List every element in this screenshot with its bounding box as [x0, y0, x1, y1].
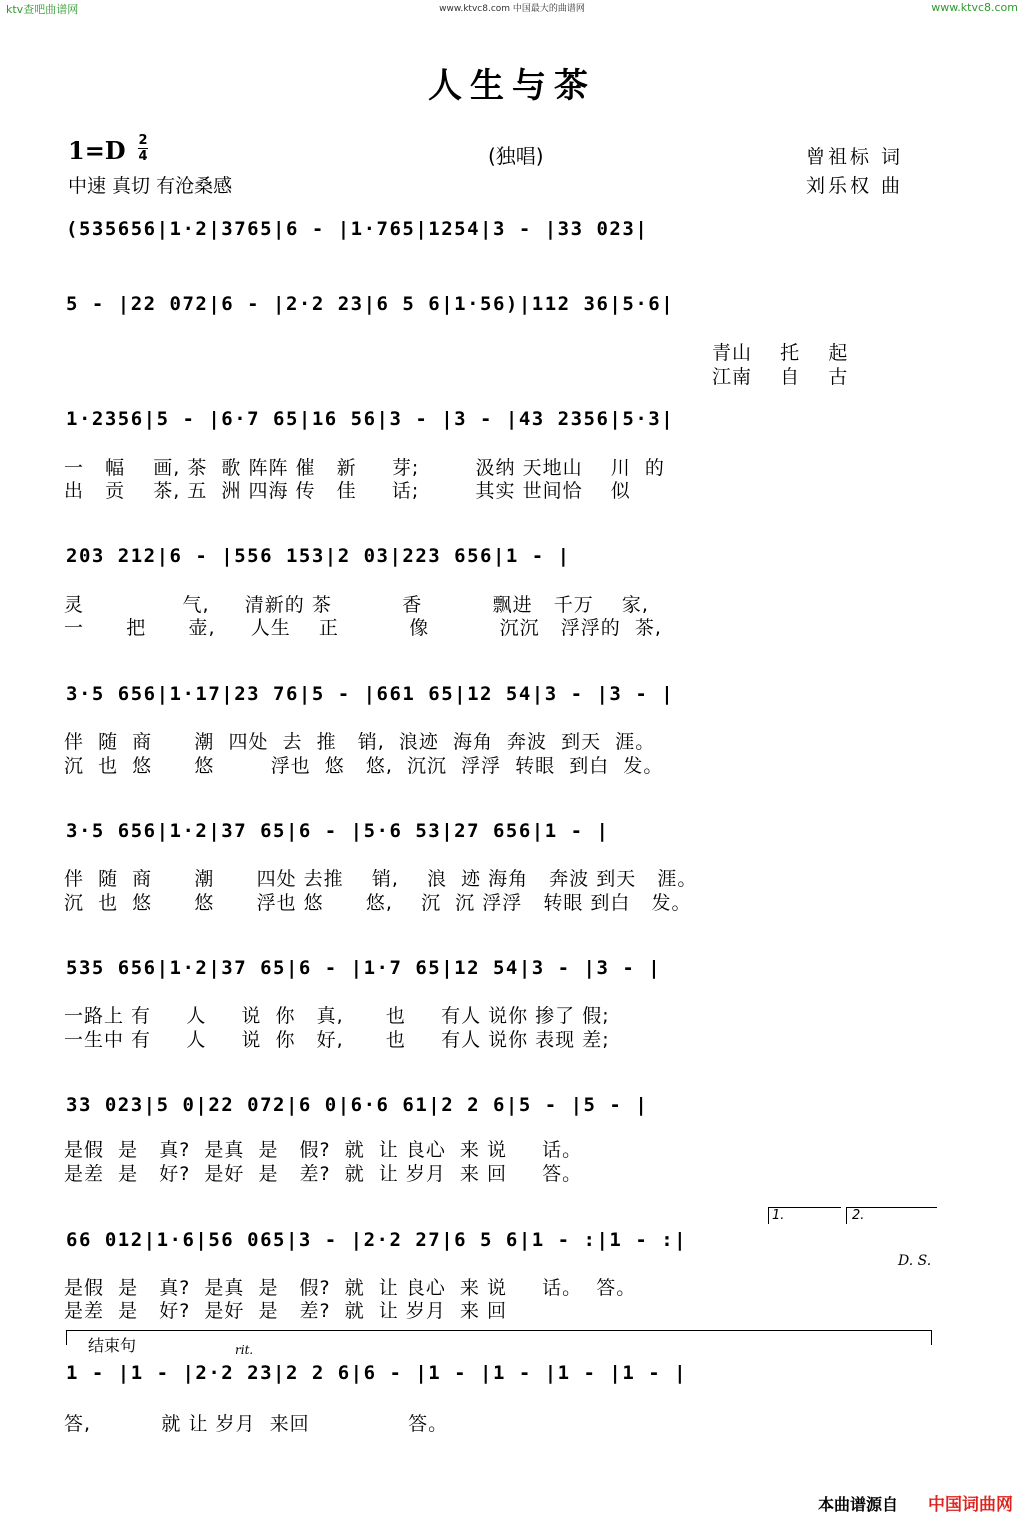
lyrics-row-2-verse-1: 青山 托 起 [712, 342, 849, 364]
lyrics-row-5-verse-1: 伴 随 商 潮 四处 去 推 销, 浪迹 海角 奔波 到天 涯。 [64, 731, 656, 753]
tempo-marking: 中速 真切 有沧桑感 [68, 175, 233, 197]
lyrics-row-8-verse-1: 是假 是 真? 是真 是 假? 就 让 良心 来 说 话。 [64, 1139, 583, 1161]
lyrics-row-3-verse-1: 一 幅 画, 茶 歌 阵阵 催 新 芽; 汲纳 天地山 川 的 [64, 457, 665, 479]
dal-segno-mark: D. S. [898, 1253, 932, 1269]
score-row-8: 33 023|5 0|22 072|6 0|6·6 61|2 2 6|5 - |5 - | [66, 1094, 649, 1116]
volta-2-label: 2. [852, 1208, 865, 1223]
lyrics-row-4-verse-1: 灵 气, 清新的 茶 香 飘进 千万 家, [64, 594, 649, 616]
score-row-5: 3·5 656|1·17|23 76|5 - |661 65|12 54|3 - |3 - | [66, 683, 675, 705]
footer-site-logo[interactable]: 中国词曲网 [928, 1495, 1013, 1515]
score-row-6: 3·5 656|1·2|37 65|6 - |5·6 53|27 656|1 - | [66, 820, 610, 842]
key-signature: 1=D [68, 136, 126, 165]
lyrics-row-7-verse-2: 一生中 有 人 说 你 好, 也 有人 说你 表现 差; [64, 1029, 610, 1051]
score-row-3: 1·2356|5 - |6·7 65|16 56|3 - |3 - |43 2356|5·3| [66, 408, 675, 430]
score-row-2: 5 - |22 072|6 - |2·2 23|6 5 6|1·56)|112 36|5·6| [66, 293, 675, 315]
lyrics-row-3-verse-2: 出 贡 茶, 五 洲 四海 传 佳 话; 其实 世间恰 似 [64, 480, 631, 502]
top-banner [0, 0, 1024, 18]
score-row-7: 535 656|1·2|37 65|6 - |1·7 65|12 54|3 - |3 - | [66, 957, 662, 979]
ritardando-mark: rit. [235, 1343, 254, 1357]
meter-bottom: 4 [138, 149, 148, 164]
score-row-10: 1 - |1 - |2·2 23|2 2 6|6 - |1 - |1 - |1 - |1 - | [66, 1362, 688, 1384]
lyrics-row-8-verse-2: 是差 是 好? 是好 是 差? 就 让 岁月 来 回 答。 [64, 1163, 583, 1185]
lyrics-row-9-verse-2: 是差 是 好? 是好 是 差? 就 让 岁月 来 回 [64, 1300, 507, 1322]
performance-type: (独唱) [488, 144, 544, 168]
score-row-4: 203 212|6 - |556 153|2 03|223 656|1 - | [66, 545, 571, 567]
lyrics-row-6-verse-2: 沉 也 悠 悠 浮也 悠 悠, 沉 沉 浮浮 转眼 到白 发。 [64, 892, 692, 914]
ending-label: 结束句 [88, 1336, 137, 1355]
lyrics-row-5-verse-2: 沉 也 悠 悠 浮也 悠 悠, 沉沉 浮浮 转眼 到白 发。 [64, 755, 664, 777]
song-title: 人生与茶 [428, 66, 596, 106]
lyrics-row-7-verse-1: 一路上 有 人 说 你 真, 也 有人 说你 掺了 假; [64, 1005, 610, 1027]
site-url-right[interactable]: www.ktvc8.com [931, 1, 1018, 14]
time-signature [138, 134, 148, 163]
ending-bracket [66, 1330, 932, 1345]
lyrics-row-2-verse-2: 江南 自 古 [712, 366, 849, 388]
lyrics-row-4-verse-2: 一 把 壶, 人生 正 像 沉沉 浮浮的 茶, [64, 617, 662, 639]
meter-top: 2 [138, 133, 148, 148]
lyrics-row-9-verse-1: 是假 是 真? 是真 是 假? 就 让 良心 来 说 话。 答。 [64, 1277, 637, 1299]
volta-1-label: 1. [772, 1208, 785, 1223]
score-row-9: 66 012|1·6|56 065|3 - |2·2 27|6 5 6|1 - :|1 - :| [66, 1229, 688, 1251]
lyrics-row-6-verse-1: 伴 随 商 潮 四处 去推 销, 浪 迹 海角 奔波 到天 涯。 [64, 868, 698, 890]
lyricist-credit: 曾祖标 词 [806, 146, 904, 168]
lyrics-row-10: 答, 就 让 岁月 来回 答。 [64, 1413, 449, 1435]
site-logo-left[interactable]: ktv查吧曲谱网 [6, 3, 79, 16]
footer-source-label: 本曲谱源自 [818, 1495, 899, 1514]
site-slogan[interactable]: www.ktvc8.com 中国最大的曲谱网 [439, 4, 585, 14]
score-row-1: (535656|1·2|3765|6 - |1·765|1254|3 - |33 023| [66, 218, 649, 240]
composer-credit: 刘乐权 曲 [806, 175, 904, 197]
